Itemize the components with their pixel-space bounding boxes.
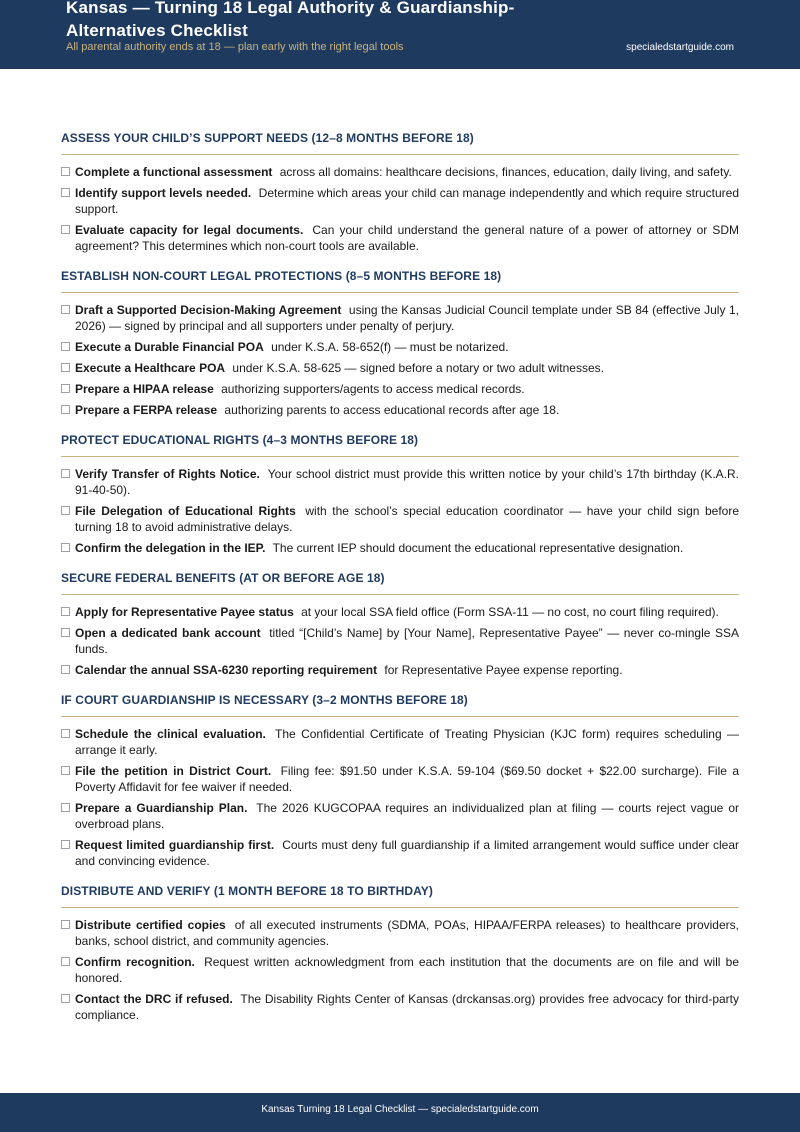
item-text: under K.S.A. 58-652(f) — must be notarized. — [271, 340, 509, 354]
checkbox[interactable] — [61, 665, 70, 674]
checklist-item — [61, 360, 739, 376]
checkbox[interactable] — [61, 994, 70, 1003]
checklist-item — [61, 917, 739, 949]
section-title: ESTABLISH NON-COURT LEGAL PROTECTIONS (8–5 MONTHS BEFORE 18) — [61, 269, 739, 293]
checkbox[interactable] — [61, 729, 70, 738]
item-text: authorizing parents to access educational records after age 18. — [224, 403, 560, 417]
checklist-item — [61, 381, 739, 397]
item-lead: Prepare a Guardianship Plan. — [75, 801, 248, 815]
checklist-item — [61, 185, 739, 217]
page-footer — [0, 1093, 800, 1132]
checklist-item — [61, 991, 739, 1023]
item-text: using the Kansas Judicial Council template under SB 84 (effective July 1, 2026) — signed by principal and all supporters under penalty of perjury. — [75, 303, 739, 333]
item-lead: Confirm the delegation in the IEP. — [75, 541, 266, 555]
checkbox[interactable] — [61, 607, 70, 616]
checklist-item — [61, 625, 739, 657]
item-lead: Draft a Supported Decision-Making Agreement — [75, 303, 342, 317]
checklist-item — [61, 466, 739, 498]
checklist-item — [61, 540, 739, 556]
item-lead: Execute a Healthcare POA — [75, 361, 226, 375]
item-lead: File Delegation of Educational Rights — [75, 504, 296, 518]
checkbox[interactable] — [61, 384, 70, 393]
section-federal-benefits — [61, 571, 739, 678]
checklist-item — [61, 662, 739, 678]
checkbox[interactable] — [61, 840, 70, 849]
checklist-item — [61, 763, 739, 795]
item-text: Determine which areas your child can manage independently and which require structured support. — [75, 186, 739, 216]
item-lead: Identify support levels needed. — [75, 186, 252, 200]
checkbox[interactable] — [61, 920, 70, 929]
item-lead: Prepare a FERPA release — [75, 403, 218, 417]
page-title: Kansas — Turning 18 Legal Authority & Guardianship-Alternatives Checklist — [66, 0, 515, 40]
item-text: under K.S.A. 58-625 — signed before a notary or two adult witnesses. — [232, 361, 604, 375]
checkbox[interactable] — [61, 628, 70, 637]
section-assess-needs — [61, 131, 739, 254]
checkbox[interactable] — [61, 803, 70, 812]
item-text: Filing fee: $91.50 under K.S.A. 59-104 ($69.50 docket + $22.00 surcharge). File a Poverty Affidavit for fee waiver if needed. — [75, 764, 739, 794]
section-non-court-protections — [61, 269, 739, 418]
checkbox[interactable] — [61, 543, 70, 552]
item-text: Can your child understand the general nature of a power of attorney or SDM agreement? This determines which non-court tools are available. — [75, 223, 739, 253]
item-lead: Confirm recognition. — [75, 955, 195, 969]
page-subtitle: All parental authority ends at 18 — plan early with the right legal tools — [66, 41, 404, 53]
checklist-item — [61, 800, 739, 832]
section-title: SECURE FEDERAL BENEFITS (AT OR BEFORE AGE 18) — [61, 571, 739, 595]
item-lead: Apply for Representative Payee status — [75, 605, 294, 619]
checkbox[interactable] — [61, 305, 70, 314]
section-educational-rights — [61, 433, 739, 556]
checkbox[interactable] — [61, 506, 70, 515]
footer-text: Kansas Turning 18 Legal Checklist — specialedstartguide.com — [261, 1104, 539, 1115]
checkbox[interactable] — [61, 957, 70, 966]
item-lead: Evaluate capacity for legal documents. — [75, 223, 304, 237]
item-text: The Disability Rights Center of Kansas (drckansas.org) provides free advocacy for third-party compliance. — [75, 992, 739, 1022]
checkbox[interactable] — [61, 342, 70, 351]
item-text: The Confidential Certificate of Treating Physician (KJC form) requires scheduling — arrange it early. — [75, 727, 739, 757]
section-title: PROTECT EDUCATIONAL RIGHTS (4–3 MONTHS BEFORE 18) — [61, 433, 739, 457]
section-title: ASSESS YOUR CHILD’S SUPPORT NEEDS (12–8 MONTHS BEFORE 18) — [61, 131, 739, 155]
item-text: Courts must deny full guardianship if a limited arrangement would suffice under clear and convincing evidence. — [75, 838, 739, 868]
section-distribute-verify — [61, 884, 739, 1023]
checklist-item — [61, 302, 739, 334]
item-text: for Representative Payee expense reporting. — [384, 663, 623, 677]
item-text: The 2026 KUGCOPAA requires an individualized plan at filing — courts reject vague or overbroad plans. — [75, 801, 740, 831]
checklist-item — [61, 339, 739, 355]
item-text: The current IEP should document the educational representative designation. — [272, 541, 684, 555]
section-title: IF COURT GUARDIANSHIP IS NECESSARY (3–2 MONTHS BEFORE 18) — [61, 693, 739, 717]
item-lead: Distribute certified copies — [75, 918, 226, 932]
item-lead: Open a dedicated bank account — [75, 626, 261, 640]
item-lead: Complete a functional assessment — [75, 165, 273, 179]
checklist-item — [61, 402, 739, 418]
checkbox[interactable] — [61, 405, 70, 414]
checkbox[interactable] — [61, 363, 70, 372]
checkbox[interactable] — [61, 766, 70, 775]
checklist-content — [61, 131, 739, 1038]
checklist-item — [61, 726, 739, 758]
item-lead: File the petition in District Court. — [75, 764, 272, 778]
item-lead: Calendar the annual SSA-6230 reporting requirement — [75, 663, 378, 677]
checkbox[interactable] — [61, 167, 70, 176]
site-url: specialedstartguide.com — [626, 42, 734, 53]
page-header — [0, 0, 800, 69]
item-text: with the school’s special education coordinator — have your child sign before turning 18 to avoid administrative delays. — [75, 504, 739, 534]
item-text: titled “[Child’s Name] by [Your Name], Representative Payee” — never co-mingle SSA funds. — [75, 626, 739, 656]
checklist-item — [61, 954, 739, 986]
checklist-item — [61, 604, 739, 620]
item-lead: Request limited guardianship first. — [75, 838, 275, 852]
section-title: DISTRIBUTE AND VERIFY (1 MONTH BEFORE 18 TO BIRTHDAY) — [61, 884, 739, 908]
item-lead: Execute a Durable Financial POA — [75, 340, 264, 354]
checkbox[interactable] — [61, 188, 70, 197]
checklist-item — [61, 164, 739, 180]
checklist-item — [61, 503, 739, 535]
section-court-guardianship — [61, 693, 739, 869]
item-text: Your school district must provide this written notice by your child’s 17th birthday (K.A.R. 91-40-50). — [75, 467, 740, 497]
item-text: across all domains: healthcare decisions, finances, education, daily living, and safety. — [279, 165, 732, 179]
checklist-item — [61, 222, 739, 254]
item-text: Request written acknowledgment from each institution that the documents are on file and will be honored. — [75, 955, 739, 985]
checkbox[interactable] — [61, 225, 70, 234]
checkbox[interactable] — [61, 469, 70, 478]
checklist-item — [61, 837, 739, 869]
item-lead: Prepare a HIPAA release — [75, 382, 214, 396]
item-text: at your local SSA field office (Form SSA-11 — no cost, no court filing required). — [301, 605, 719, 619]
item-lead: Schedule the clinical evaluation. — [75, 727, 266, 741]
item-text: of all executed instruments (SDMA, POAs, HIPAA/FERPA releases) to healthcare providers, banks, school district, and community agencies. — [75, 918, 739, 948]
item-text: authorizing supporters/agents to access medical records. — [221, 382, 525, 396]
item-lead: Contact the DRC if refused. — [75, 992, 233, 1006]
item-lead: Verify Transfer of Rights Notice. — [75, 467, 260, 481]
